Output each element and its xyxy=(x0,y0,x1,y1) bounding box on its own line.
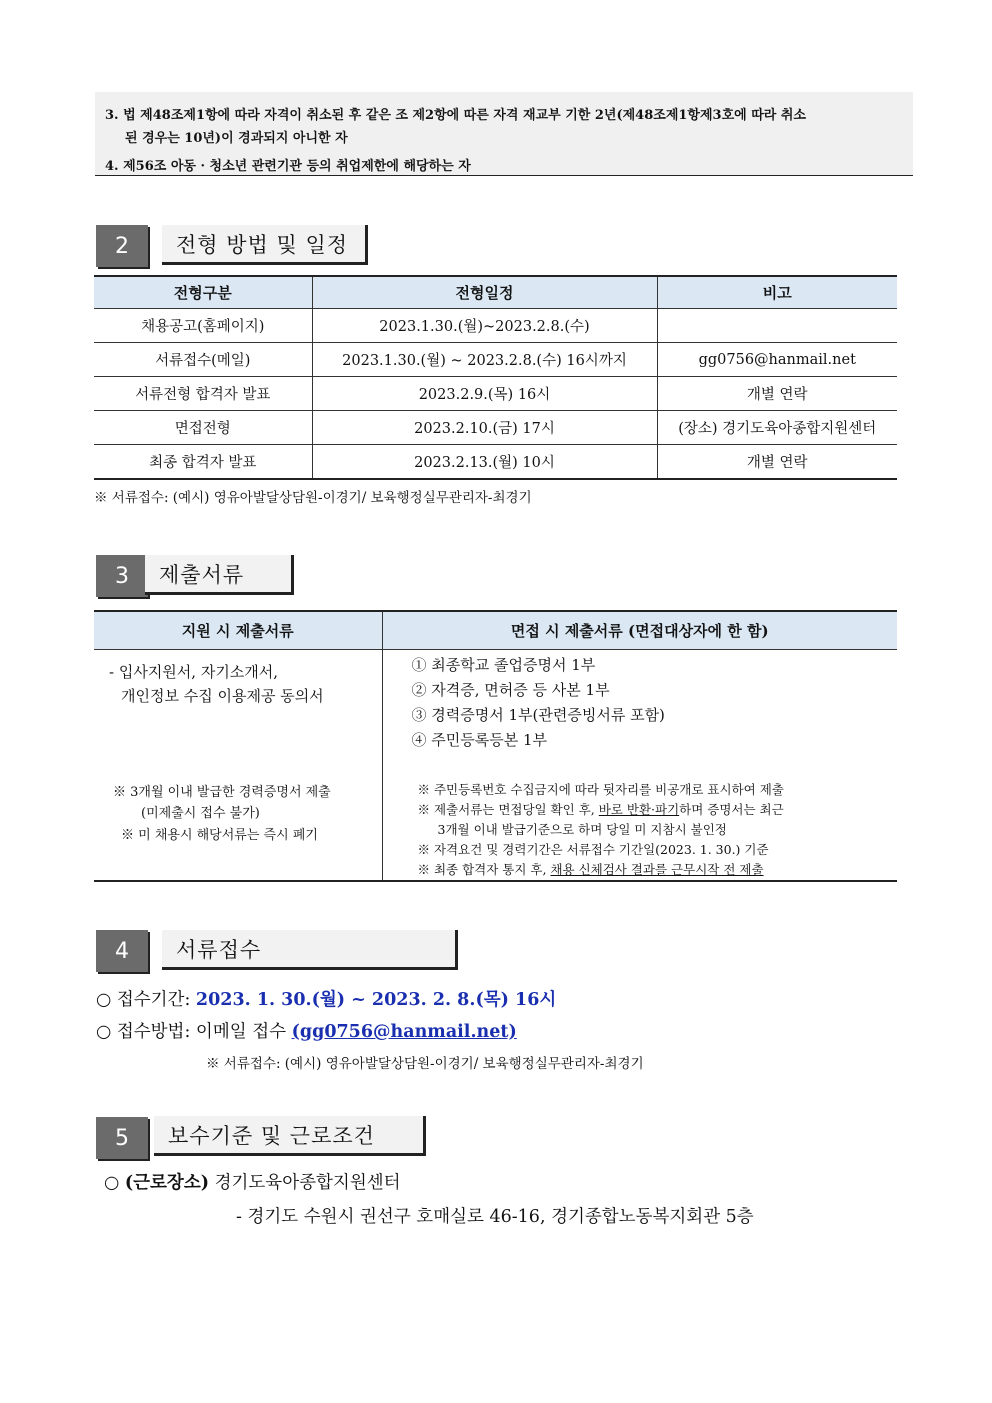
table-cell: 서류접수(메일) xyxy=(94,343,312,377)
doc-item: ② 자격증, 면허증 등 사본 1부 xyxy=(411,681,610,699)
section-3-title: 제출서류 xyxy=(145,555,294,595)
table-cell xyxy=(382,650,897,882)
documents-table xyxy=(94,610,897,882)
table-row xyxy=(94,377,897,411)
table-header-row xyxy=(94,276,897,309)
header-cell: 전형구분 xyxy=(94,276,312,309)
section-5-title: 보수기준 및 근로조건 xyxy=(154,1116,426,1156)
section-4-title: 서류접수 xyxy=(162,930,458,970)
section-5-number: 5 xyxy=(96,1117,148,1159)
table-row xyxy=(94,411,897,445)
section-4-number: 4 xyxy=(96,930,148,972)
doc-note: (미제출시 접수 불가) xyxy=(141,806,260,821)
table-row xyxy=(94,309,897,343)
header-cell: 면접 시 제출서류 (면접대상자에 한 함) xyxy=(382,611,897,650)
doc-note: ※ 최종 합격자 통지 후, 채용 신체검사 결과를 근무시작 전 제출 xyxy=(417,862,764,877)
header-cell: 지원 시 제출서류 xyxy=(94,611,382,650)
doc-item: ③ 경력증명서 1부(관련증빙서류 포함) xyxy=(411,706,665,724)
table-row xyxy=(94,445,897,480)
doc-item: 개인정보 수집 이용제공 동의서 xyxy=(121,687,324,705)
work-address: - 경기도 수원시 권선구 호매실로 46-16, 경기종합노동복지회관 5층 xyxy=(236,1207,754,1227)
doc-item: ① 최종학교 졸업증명서 1부 xyxy=(411,656,596,674)
doc-note: 3개월 이내 발급기준으로 하며 당일 미 지참시 불인정 xyxy=(437,822,727,837)
doc-note: ※ 제출서류는 면접당일 확인 후, 바로 반환·파기하며 증명서는 최근 xyxy=(417,802,784,817)
table-cell: gg0756@hanmail.net xyxy=(657,343,897,377)
table-cell: 2023.2.9.(목) 16시 xyxy=(312,377,657,411)
disqualification-box xyxy=(95,92,913,176)
table-cell: 2023.2.10.(금) 17시 xyxy=(312,411,657,445)
table-cell: 2023.1.30.(월) ~ 2023.2.8.(수) 16시까지 xyxy=(312,343,657,377)
section-3-number: 3 xyxy=(96,555,148,597)
schedule-note: ※ 서류접수: (예시) 영유아발달상담원-이경기/ 보육행정실무관리자-최경기 xyxy=(94,490,532,506)
doc-note: ※ 주민등록번호 수집금지에 따라 뒷자리를 비공개로 표시하여 제출 xyxy=(417,782,784,797)
table-cell xyxy=(657,309,897,343)
table-cell xyxy=(94,650,382,882)
table-cell: 2023.2.13.(월) 10시 xyxy=(312,445,657,480)
table-cell: 채용공고(홈페이지) xyxy=(94,309,312,343)
email-link[interactable]: (gg0756@hanmail.net) xyxy=(291,1022,517,1042)
disqualification-item-4: 4. 제56조 아동 · 청소년 관련기관 등의 취업제한에 해당하는 자 xyxy=(105,159,471,174)
table-header-row xyxy=(94,611,897,650)
schedule-table xyxy=(94,275,897,480)
table-cell: 개별 연락 xyxy=(657,377,897,411)
table-cell: 서류전형 합격자 발표 xyxy=(94,377,312,411)
doc-item: ④ 주민등록등본 1부 xyxy=(411,731,548,749)
section-2-number: 2 xyxy=(96,225,148,267)
work-place: ○ (근로장소) 경기도육아종합지원센터 xyxy=(104,1173,401,1193)
table-row xyxy=(94,343,897,377)
doc-note: ※ 자격요건 및 경력기간은 서류접수 기간일(2023. 1. 30.) 기준 xyxy=(417,842,769,857)
reception-note: ※ 서류접수: (예시) 영유아발달상담원-이경기/ 보육행정실무관리자-최경기 xyxy=(206,1056,644,1072)
section-2-title: 전형 방법 및 일정 xyxy=(162,225,368,265)
doc-note: ※ 3개월 이내 발급한 경력증명서 제출 xyxy=(113,785,331,800)
header-cell: 전형일정 xyxy=(312,276,657,309)
doc-note: ※ 미 채용시 해당서류는 즉시 폐기 xyxy=(121,828,318,843)
disqualification-item-3: 3. 법 제48조제1항에 따라 자격이 취소된 후 같은 조 제2항에 따른 자격 재교부 기한 2년(제48조제1항제3호에 따라 취소 xyxy=(105,108,806,123)
reception-period: ○ 접수기간: 2023. 1. 30.(월) ~ 2023. 2. 8.(목) 16시 xyxy=(96,990,557,1010)
disqualification-item-3-cont: 된 경우는 10년)이 경과되지 아니한 자 xyxy=(125,131,348,146)
table-cell: (장소) 경기도육아종합지원센터 xyxy=(657,411,897,445)
table-cell: 개별 연락 xyxy=(657,445,897,480)
table-row xyxy=(94,650,897,882)
doc-item: - 입사지원서, 자기소개서, xyxy=(109,663,279,681)
table-cell: 최종 합격자 발표 xyxy=(94,445,312,480)
reception-method: ○ 접수방법: 이메일 접수 (gg0756@hanmail.net) xyxy=(96,1022,517,1042)
table-cell: 면접전형 xyxy=(94,411,312,445)
table-cell: 2023.1.30.(월)~2023.2.8.(수) xyxy=(312,309,657,343)
header-cell: 비고 xyxy=(657,276,897,309)
